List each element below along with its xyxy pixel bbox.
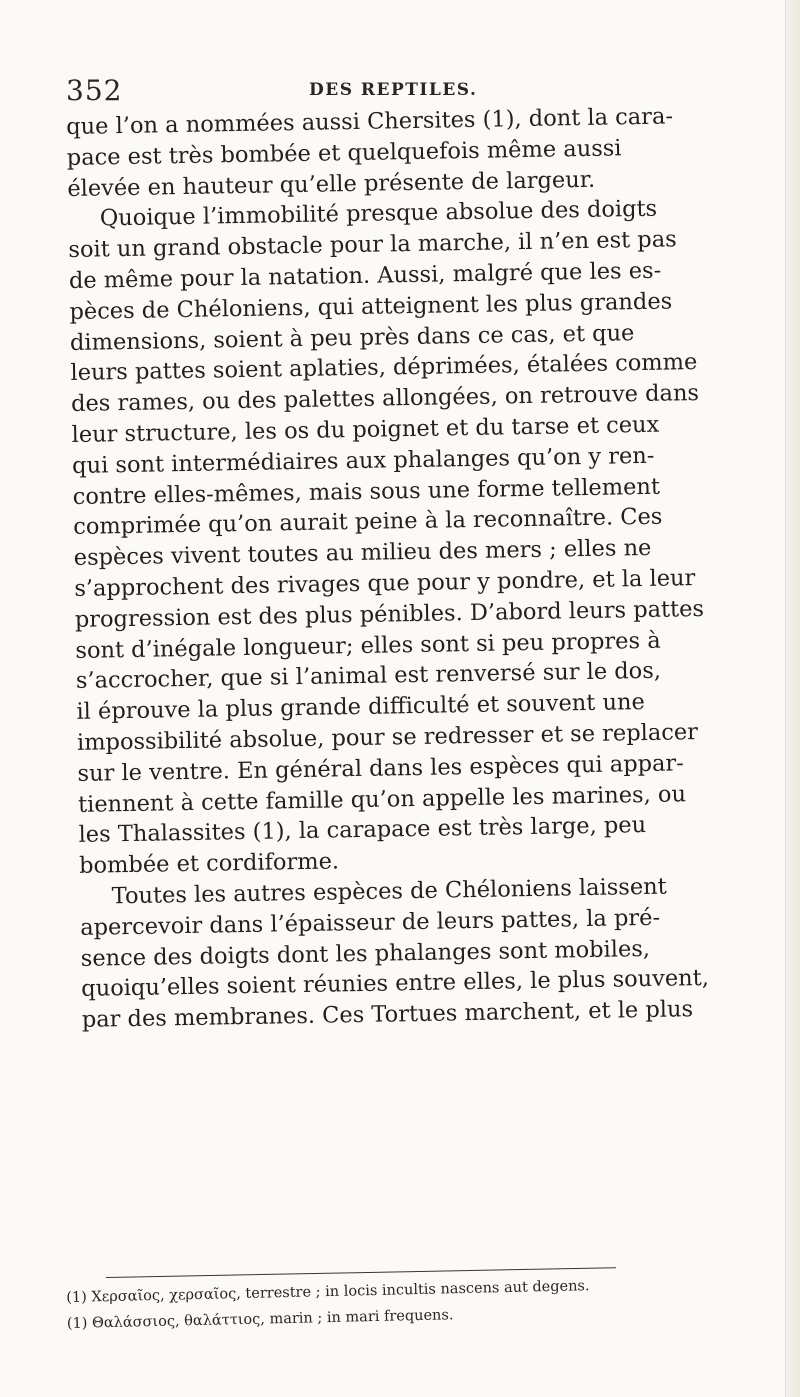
text-line: comprimée qu’on aurait peine à la reconnaître. Ces (73, 504, 663, 541)
text-line: bombée et cordiforme. (78, 848, 340, 880)
text-line: quoiqu’elles soient réunies entre elles, le plus souvent, (81, 965, 710, 1003)
text-line: progression est des plus pénibles. D’abord leurs pattes (74, 595, 705, 633)
text-line: les Thalassites (1), la carapace est très large, peu (78, 812, 647, 849)
text-line: soit un grand obstacle pour la marche, il n’en est pas (68, 226, 677, 264)
text-line: impossibilité absolue, pour se redresser et se replacer (76, 719, 699, 756)
page-number: 352 (66, 74, 123, 107)
footnotes (66, 1270, 707, 1337)
text-line: Toutes les autres espèces de Chéloniens laissent (111, 873, 667, 910)
text-line: sont d’inégale longueur; elles sont si peu propres à (75, 627, 661, 664)
text-line: dimensions, soient à peu près dans ce cas, et que (69, 319, 635, 356)
running-title: DES REPTILES. (309, 80, 478, 100)
text-line: il éprouve la plus grande difficulté et souvent une (76, 689, 646, 726)
page-edge (785, 0, 800, 1397)
text-line: leur structure, les os du poignet et du tarse et ceux (71, 411, 660, 448)
text-line: de même pour la natation. Aussi, malgré que les es- (68, 257, 662, 294)
text-line: apercevoir dans l’épaisseur de leurs pattes, la pré- (80, 904, 661, 941)
text-line: espèces vivent toutes au milieu des mers ; elles ne (73, 535, 652, 572)
text-line: pace est très bombée et quelquefois même aussi (66, 135, 622, 171)
text-line: que l’on a nommées aussi Chersites (1), dont la cara- (66, 103, 674, 140)
text-line: tiennent à cette famille qu’on appelle les marines, ou (77, 780, 687, 818)
text-line: des rames, ou des palettes allongées, on retrouve dans (70, 380, 700, 418)
text-line: Quoique l’immobilité presque absolue des doigts (99, 196, 658, 232)
text-line: sence des doigts dont les phalanges sont mobiles, (80, 935, 651, 972)
text-line: leurs pattes soient aplaties, déprimées, étalées comme (70, 349, 698, 387)
text-line: contre elles-mêmes, mais sous une forme tellement (72, 473, 661, 510)
text-line: pèces de Chéloniens, qui atteignent les plus grandes (69, 288, 673, 325)
text-line: par des membranes. Ces Tortues marchent, et le plus (81, 996, 694, 1033)
footnote: (1) Θαλάσσιος, θαλάττιος, marin ; in mari frequens. (66, 1307, 454, 1332)
text-line: qui sont intermédiaires aux phalanges qu’on y ren- (71, 442, 655, 479)
text-line: élevée en hauteur qu’elle présente de largeur. (67, 166, 596, 202)
text-line: sur le ventre. En général dans les espèces qui appar- (77, 750, 684, 787)
body-text (66, 101, 710, 1035)
footnote: (1) Χερσαῖος, χερσαῖος, terrestre ; in locis incultis nascens aut degens. (66, 1278, 590, 1306)
text-line: s’approchent des rivages que pour y pondre, et la leur (74, 565, 696, 602)
text-line: s’accrocher, que si l’animal est renversé sur le dos, (75, 658, 662, 695)
